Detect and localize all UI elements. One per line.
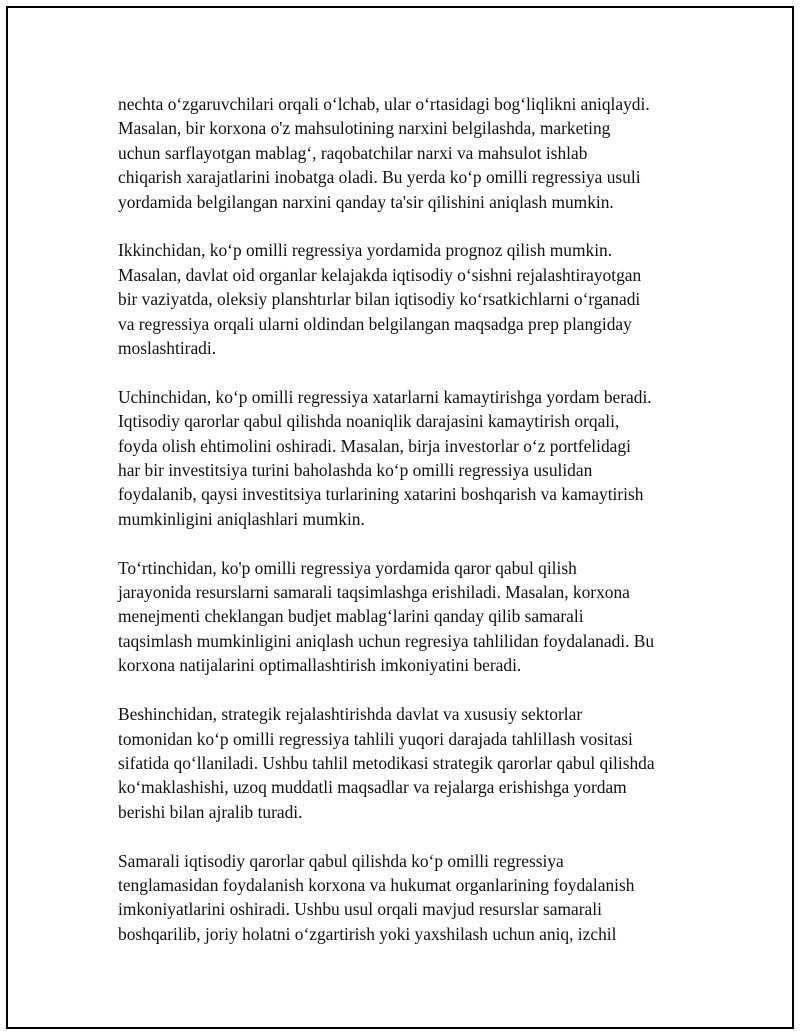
paragraph <box>118 92 708 214</box>
text-line: mumkinligini aniqlashlari mumkin. <box>118 508 365 529</box>
text-line: Ikkinchidan, ko‘p omilli regressiya yordamida prognoz qilish mumkin. <box>118 240 613 261</box>
text-line: tomonidan ko‘p omilli regressiya tahlili yuqori darajada tahlillash vositasi <box>118 728 633 749</box>
text-line: uchun sarflayotgan mablag‘, raqobatchilar narxi va mahsulot ishlab <box>118 142 588 163</box>
text-line: sifatida qo‘llaniladi. Ushbu tahlil metodikasi strategik qarorlar qabul qilishda <box>118 752 655 773</box>
text-line: nechta o‘zgaruvchilari orqali o‘lchab, ular o‘rtasidagi bog‘liqlikni aniqlaydi. <box>118 94 650 114</box>
text-line: korxona natijalarini optimallashtirish imkoniyatini beradi. <box>118 655 522 676</box>
text-line: Masalan, bir korxona o'z mahsulotining narxini belgilashda, marketing <box>118 118 611 139</box>
text-line: Samarali iqtisodiy qarorlar qabul qilishda ko‘p omilli regressiya <box>118 850 564 871</box>
text-line: imkoniyatlarini oshiradi. Ushbu usul orqali mavjud resurslar samarali <box>118 899 602 920</box>
paragraph <box>118 238 708 360</box>
text-line: jarayonida resurslarni samarali taqsimlashga erishiladi. Masalan, korxona <box>118 582 630 603</box>
text-line: moslashtiradi. <box>118 338 217 359</box>
text-line: Iqtisodiy qarorlar qabul qilishda noaniqlik darajasini kamaytirish orqali, <box>118 411 620 432</box>
text-line: Beshinchidan, strategik rejalashtirishda davlat va xususiy sektorlar <box>118 704 583 725</box>
text-line: Masalan, davlat oid organlar kelajakda iqtisodiy o‘sishni rejalashtirayotgan <box>118 264 642 285</box>
text-line: foydalanib, qaysi investitsiya turlarining xatarini boshqarish va kamaytirish <box>118 484 644 505</box>
text-line: har bir investitsiya turini baholashda ko‘p omilli regressiya usulidan <box>118 460 593 481</box>
document-body <box>118 92 708 946</box>
paragraph <box>118 556 708 678</box>
text-line: menejmenti cheklangan budjet mablag‘larini qanday qilib samarali <box>118 606 584 627</box>
paragraph <box>118 385 708 531</box>
text-line: taqsimlash mumkinligini aniqlash uchun regresiya tahlilidan foydalanadi. Bu <box>118 630 655 651</box>
text-line: foyda olish ehtimolini oshiradi. Masalan, birja investorlar o‘z portfelidagi <box>118 435 631 456</box>
text-line: bir vaziyatda, oleksiy planshtırlar bilan iqtisodiy ko‘rsatkichlarni o‘rganadi <box>118 289 641 310</box>
text-line: boshqarilib, joriy holatni o‘zgartirish yoki yaxshilash uchun aniq, izchil <box>118 923 617 944</box>
text-line: tenglamasidan foydalanish korxona va hukumat organlarining foydalanish <box>118 874 635 895</box>
text-line: Uchinchidan, ko‘p omilli regressiya xatarlarni kamaytirishga yordam beradi. <box>118 386 652 407</box>
text-line: va regressiya orqali ularni oldindan belgilangan maqsadga prep plangiday <box>118 313 632 334</box>
paragraph <box>118 702 708 824</box>
text-line: ko‘maklashishi, uzoq muddatli maqsadlar va rejalarga erishishga yordam <box>118 777 627 798</box>
text-line: berishi bilan ajralib turadi. <box>118 801 303 822</box>
text-line: yordamida belgilangan narxini qanday ta'sir qilishini aniqlash mumkin. <box>118 191 614 212</box>
text-line: chiqarish xarajatlarini inobatga oladi. Bu yerda ko‘p omilli regressiya usuli <box>118 167 641 188</box>
text-line: To‘rtinchidan, ko'p omilli regressiya yordamida qaror qabul qilish <box>118 557 577 578</box>
paragraph <box>118 849 708 947</box>
